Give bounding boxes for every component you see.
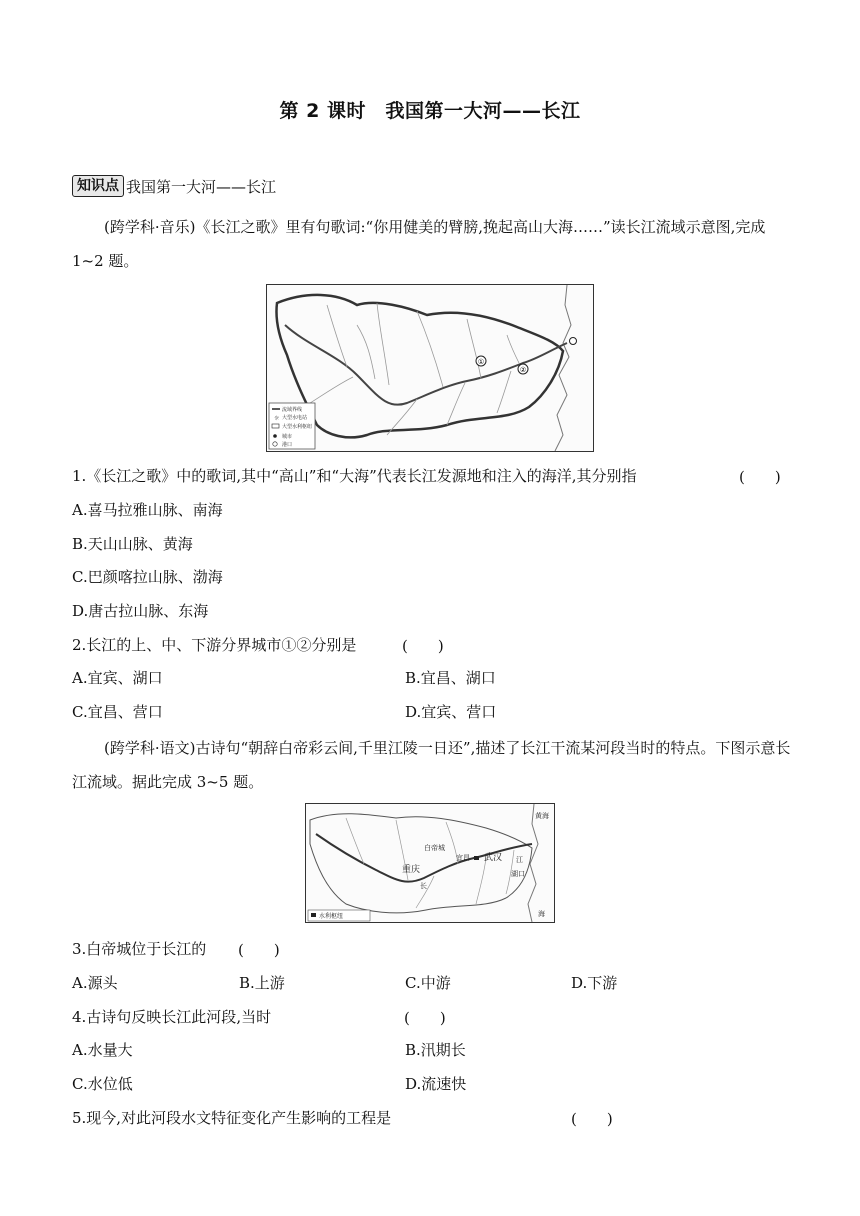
map2-label-yichang: 宜昌 xyxy=(456,854,470,862)
question-1-option-a[interactable]: A.喜马拉雅山脉、南海 xyxy=(72,501,223,519)
map2-label-chongqing: 重庆 xyxy=(402,865,421,875)
map2-label-jiang: 江 xyxy=(516,856,523,864)
knowledge-point-header xyxy=(72,175,276,197)
port-legend-icon xyxy=(273,442,277,446)
port-icon xyxy=(570,338,577,345)
question-5-answer-blank[interactable]: ( ) xyxy=(571,1110,613,1128)
knowledge-point-title: 我国第一大河——长江 xyxy=(126,177,277,196)
legend-dam: 大型水利枢纽 xyxy=(282,424,313,430)
hydropower-icon: ☼ xyxy=(274,415,280,422)
knowledge-point-badge: 知识点 xyxy=(72,175,124,197)
basin-boundary-2 xyxy=(310,814,532,913)
legend-boundary: 流域界线 xyxy=(282,407,303,413)
yangtze-basin-map-2 xyxy=(305,803,555,923)
question-3-stem: 3.白帝城位于长江的 xyxy=(72,940,207,958)
map2-legend-dam: 水利枢纽 xyxy=(319,913,344,920)
question-4-option-d[interactable]: D.流速快 xyxy=(405,1075,467,1093)
question-3-option-a[interactable]: A.源头 xyxy=(72,974,118,992)
intro-paragraph-2: (跨学科·语文)古诗句“朝辞白帝彩云间,千里江陵一日还”,描述了长江干流某河段当时的特点。下图示意长江流域。据此完成 3~5 题。 xyxy=(72,739,791,791)
page-title: 第 2 课时 我国第一大河——长江 xyxy=(279,100,581,122)
city-icon xyxy=(273,434,277,438)
question-1-option-b[interactable]: B.天山山脉、黄海 xyxy=(72,535,193,553)
legend-hydropower: 大型水电站 xyxy=(282,415,308,421)
question-2-stem: 2.长江的上、中、下游分界城市①②分别是 xyxy=(72,636,357,654)
question-2-option-b[interactable]: B.宜昌、湖口 xyxy=(405,669,496,687)
dam-icon xyxy=(474,856,479,860)
question-1-answer-blank[interactable]: ( ) xyxy=(739,468,781,486)
map2-label-chang: 长 xyxy=(420,882,427,890)
question-2-answer-blank[interactable]: ( ) xyxy=(402,637,444,655)
map2-label-hukou: 湖口 xyxy=(511,870,525,878)
map2-label-baidicheng: 白帝城 xyxy=(424,844,445,852)
question-5-stem: 5.现今,对此河段水文特征变化产生影响的工程是 xyxy=(72,1109,392,1127)
map2-label-huanghai: 黄海 xyxy=(535,812,549,820)
yangtze-basin-map-1 xyxy=(266,284,594,452)
dam-legend-icon xyxy=(311,913,316,917)
map1-marker-1: ① xyxy=(477,358,485,366)
question-4-option-a[interactable]: A.水量大 xyxy=(72,1041,133,1059)
question-4-option-c[interactable]: C.水位低 xyxy=(72,1075,133,1093)
question-3-option-c[interactable]: C.中游 xyxy=(405,974,451,992)
legend-port: 港口 xyxy=(282,442,293,448)
question-3-option-d[interactable]: D.下游 xyxy=(571,974,618,992)
question-3-answer-blank[interactable]: ( ) xyxy=(238,941,280,959)
intro-paragraph-1: (跨学科·音乐)《长江之歌》里有句歌词:“你用健美的臂膀,挽起高山大海……”读长江流域示意图,完成 1~2 题。 xyxy=(72,218,766,270)
question-1-stem: 1.《长江之歌》中的歌词,其中“高山”和“大海”代表长江发源地和注入的海洋,其分别指 xyxy=(72,467,637,485)
question-1-option-c[interactable]: C.巴颜喀拉山脉、渤海 xyxy=(72,568,223,586)
question-3-option-b[interactable]: B.上游 xyxy=(239,974,285,992)
question-4-stem: 4.古诗句反映长江此河段,当时 xyxy=(72,1008,272,1026)
question-1-option-d[interactable]: D.唐古拉山脉、东海 xyxy=(72,602,209,620)
question-2-option-d[interactable]: D.宜宾、营口 xyxy=(405,703,497,721)
question-2-option-a[interactable]: A.宜宾、湖口 xyxy=(72,669,163,687)
question-2-option-c[interactable]: C.宜昌、营口 xyxy=(72,703,163,721)
map1-marker-2: ② xyxy=(519,366,527,374)
question-4-answer-blank[interactable]: ( ) xyxy=(404,1009,446,1027)
question-4-option-b[interactable]: B.汛期长 xyxy=(405,1041,466,1059)
map2-label-hai: 海 xyxy=(538,910,545,918)
map2-label-wuhan: 武汉 xyxy=(484,853,503,863)
legend-city: 城市 xyxy=(282,434,293,440)
